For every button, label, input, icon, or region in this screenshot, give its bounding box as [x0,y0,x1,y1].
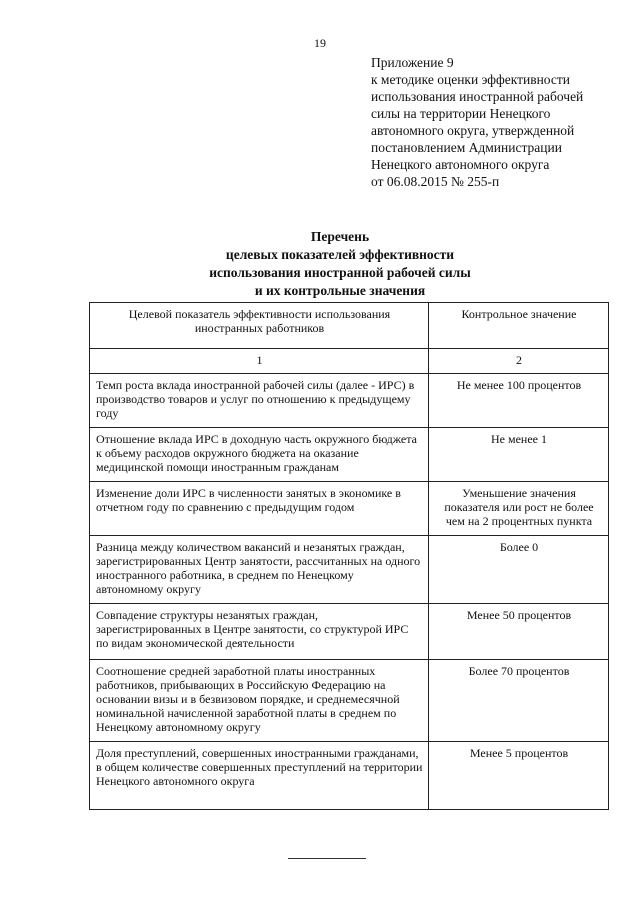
indicator-cell: Соотношение средней заработной платы иностранных работников, прибывающих в Российскую Федерацию на основании визы и в безвизовом порядке, и среднемесячной номинальной начисленной заработной платы в среднем по Ненецкому автономному округу [90,660,429,742]
appendix-line: постановлением Администрации [371,140,562,155]
column-number: 2 [429,349,609,374]
appendix-line: Ненецкого автономного округа [371,157,550,172]
appendix-line: автономного округа, утвержденной [371,123,575,138]
table-row [90,482,609,536]
title-line: Перечень [310,229,370,244]
title-line: использования иностранной рабочей силы [209,265,471,280]
indicator-cell: Отношение вклада ИРС в доходную часть окружного бюджета к объему расходов окружного бюджета на оказание медицинской помощи иностранным гражданам [90,428,429,482]
control-value-cell: Менее 50 процентов [429,604,609,660]
control-value-cell: Более 0 [429,536,609,604]
header-control-value: Контрольное значение [429,303,609,349]
control-value-cell: Менее 5 процентов [429,742,609,810]
table-row [90,742,609,810]
indicators-table [89,302,609,810]
control-value-cell: Уменьшение значения показателя или рост не более чем на 2 процентных пункта [429,482,609,536]
appendix-line: к методике оценки эффективности [371,72,571,87]
indicator-cell: Темп роста вклада иностранной рабочей силы (далее - ИРС) в производство товаров и услуг по отношению к предыдущему году [90,374,429,428]
control-value-cell: Более 70 процентов [429,660,609,742]
bottom-divider [288,858,366,859]
column-number: 1 [90,349,429,374]
title-line: и их контрольные значения [254,283,426,298]
title-line: целевых показателей эффективности [225,247,455,262]
appendix-line: силы на территории Ненецкого [371,106,551,121]
indicator-cell: Совпадение структуры незанятых граждан, зарегистрированных в Центре занятости, со структурой ИРС по видам экономической деятельности [90,604,429,660]
indicator-cell: Доля преступлений, совершенных иностранными гражданами, в общем количестве совершенных преступлений на территории Ненецкого автономного округа [90,742,429,810]
indicator-cell: Изменение доли ИРС в численности занятых в экономике в отчетном году по сравнению с предыдущим годом [90,482,429,536]
appendix-block [371,54,611,190]
indicator-cell: Разница между количеством вакансий и незанятых граждан, зарегистрированных Центр занятости, рассчитанных на одного иностранного работника, в среднем по Ненецкому автономному округу [90,536,429,604]
control-value-cell: Не менее 1 [429,428,609,482]
header-indicator: Целевой показатель эффективности использования иностранных работников [90,303,429,349]
table-row [90,428,609,482]
table-row [90,604,609,660]
table-row [90,660,609,742]
column-number-row [90,349,609,374]
table-row [90,374,609,428]
appendix-line: от 06.08.2015 № 255-п [371,174,500,189]
table-header-row [90,303,609,349]
appendix-line: использования иностранной рабочей [371,89,584,104]
table-row [90,536,609,604]
appendix-line: Приложение 9 [371,55,454,70]
control-value-cell: Не менее 100 процентов [429,374,609,428]
document-title [120,228,560,300]
page-number: 19 [314,36,326,50]
